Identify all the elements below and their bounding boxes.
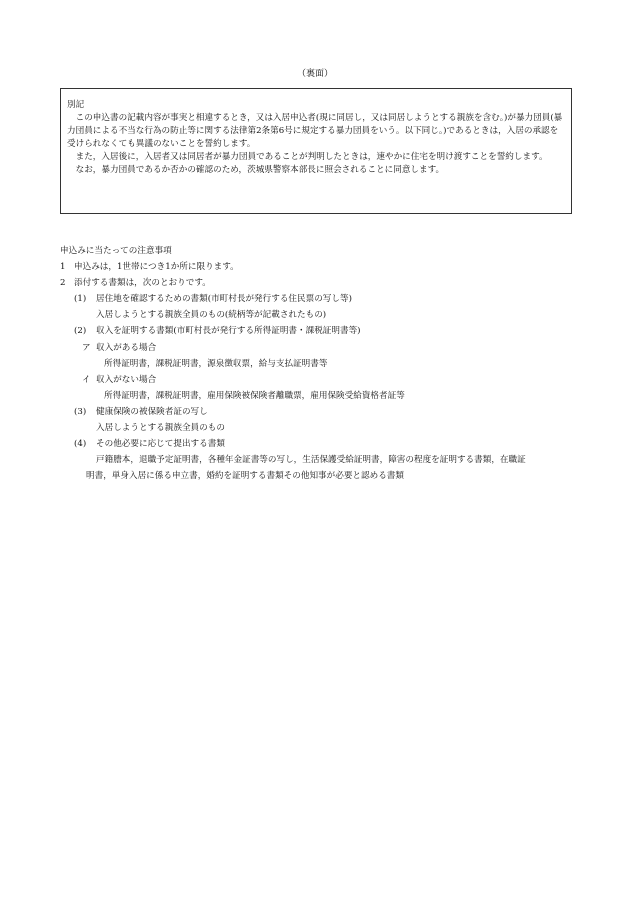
sub-sub-item-detail: 所得証明書，課税証明書，雇用保険被保険者離職票，雇用保険受給資格者証等	[104, 390, 405, 401]
sub-item-text: 居住地を確認するための書類(市町村長が発行する住民票の写し等)	[96, 294, 352, 305]
sub-item-number: (4)	[74, 439, 87, 450]
item-number: 2	[60, 278, 66, 289]
sub-item-text: 収入を証明する書類(市町村長が発行する所得証明書・課税証明書等)	[96, 326, 361, 337]
sub-sub-item-text: 収入がある場合	[96, 342, 157, 353]
sub-item-text: その他必要に応じて提出する書類	[96, 439, 225, 450]
application-notes	[60, 245, 580, 486]
sub-sub-item-marker: ア	[82, 342, 91, 353]
item-text: 申込みは，1世帯につき1か所に限ります。	[74, 262, 239, 273]
sub-item-number: (1)	[74, 294, 87, 305]
sub-sub-item-detail: 所得証明書，課税証明書，源泉徴収票，給与支払証明書等	[104, 358, 328, 369]
sub-item-detail-line-2: 明書，単身入居に係る申立書，婚約を証明する書類その他知事が必要と認める書類	[86, 471, 404, 482]
sub-sub-item-marker: イ	[82, 374, 91, 385]
item-number: 1	[60, 262, 66, 273]
pledge-paragraph-3: なお，暴力団員であるか否かの確認のため，茨城県警察本部長に照会されることに同意します。	[75, 165, 445, 175]
sub-item-text: 健康保険の被保険者証の写し	[96, 406, 208, 417]
sub-item-detail: 入居しようとする親族全員のもの(続柄等が記載されたもの)	[96, 310, 327, 321]
sub-item-detail-line-1: 戸籍謄本，退職予定証明書，各種年金証書等の写し，生活保護受給証明書，障害の程度を証明する書類，在職証	[96, 455, 526, 466]
pledge-box	[60, 88, 572, 214]
sub-item-detail: 入居しようとする親族全員のもの	[96, 423, 225, 434]
sub-item-number: (2)	[74, 326, 87, 337]
sub-item-number: (3)	[74, 406, 87, 417]
back-side-heading: （裏面）	[296, 69, 333, 79]
sub-sub-item-text: 収入がない場合	[96, 374, 157, 385]
item-text: 添付する書類は，次のとおりです。	[74, 278, 211, 289]
pledge-paragraph-2: また，入居後に，入居者又は同居者が暴力団員であることが判明したときは，速やかに住宅を明け渡すことを誓約します。	[75, 152, 548, 162]
notes-title: 申込みに当たっての注意事項	[60, 246, 172, 256]
pledge-title: 別記	[67, 100, 85, 110]
pledge-paragraph-1: この申込書の記載内容が事実と相違するとき，又は入居申込者(現に同居し，又は同居しようとする親族を含む。)が暴力団員(暴力団員による不当な行為の防止等に関する法律第2条第6号に規定する暴力団員をいう。以下同じ。)であるときは，入居の承認を受けられなくても異議のないことを誓約します。	[67, 113, 563, 149]
